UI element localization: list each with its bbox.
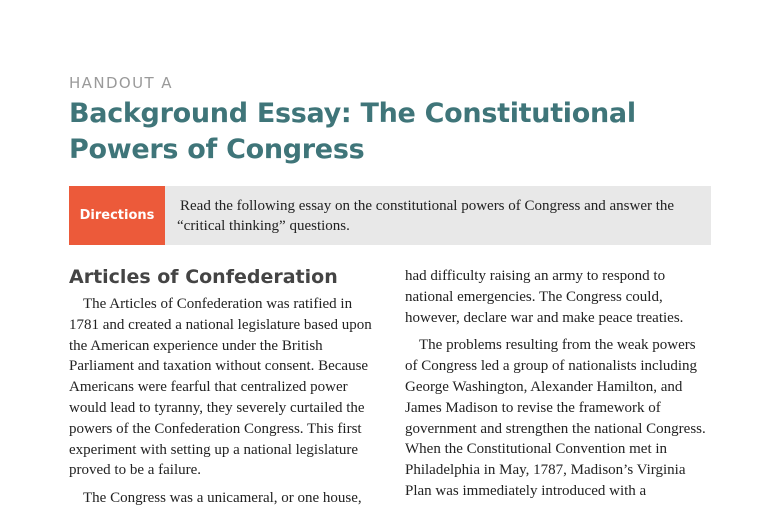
- directions-label: Directions: [69, 186, 165, 245]
- directions-box: [69, 186, 711, 245]
- essay-title: Background Essay: The Constitutional Powers of Congress: [69, 98, 636, 165]
- essay-paragraph: The Congress was a unicameral, or one house,: [83, 490, 362, 507]
- essay-paragraph: The problems resulting from the weak powers of Congress led a group of nationalists including George Washington, Alexander Hamilton, and James Madison to revise the framework of government and strengthen the national Congress. When the Constitutional Convention met in Philadelphia in May, 1787, Madison’s Virginia Plan was immediately introduced with a: [405, 337, 706, 499]
- essay-paragraph: The Articles of Confederation was ratified in 1781 and created a national legislature based upon the American experience under the British Parliament and taxation without consent. Because Americans were fearful that centralized power would lead to tyranny, they severely curtailed the powers of the Confederation Congress. This first experiment with setting up a national legislature proved to be a failure.: [69, 296, 372, 479]
- directions-text: Read the following essay on the constitutional powers of Congress and answer the “critical thinking” questions.: [177, 198, 675, 234]
- essay-paragraph: had difficulty raising an army to respond to national emergencies. The Congress could, however, declare war and make peace treaties.: [405, 268, 684, 326]
- handout-label: HANDOUT A: [69, 74, 173, 92]
- section-heading: Articles of Confederation: [69, 266, 338, 288]
- essay-column-left: [69, 294, 372, 516]
- essay-column-right: [405, 266, 711, 509]
